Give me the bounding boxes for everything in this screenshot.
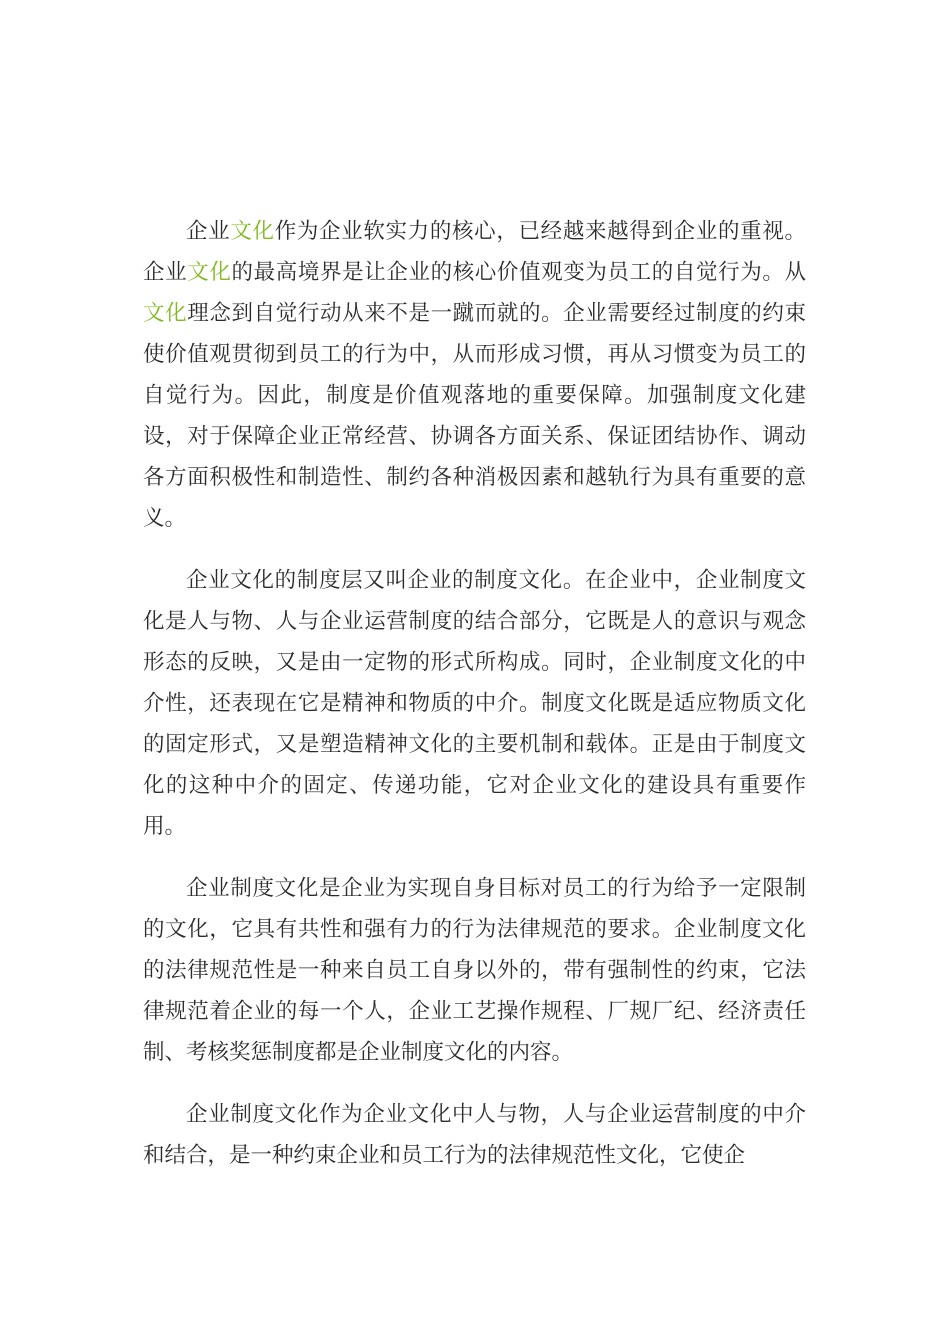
text-segment: 企业制度文化是企业为实现自身目标对员工的行为给予一定限制的文化，它具有共性和强有力的行为法律规范的要求。企业制度文化的法律规范性是一种来自员工自身以外的，带有强制性的约束，它法律规范着企业的每一个人，企业工艺操作规程、厂规厂纪、经济责任制、考核奖惩制度都是企业制度文化的内容。 bbox=[143, 876, 806, 1065]
highlighted-term: 文化 bbox=[187, 260, 232, 285]
document-page bbox=[143, 211, 806, 1197]
paragraph-4 bbox=[143, 1094, 806, 1176]
paragraph-1 bbox=[143, 211, 806, 539]
text-segment: 企业制度文化作为企业文化中人与物，人与企业运营制度的中介和结合，是一种约束企业和员工行为的法律规范性文化，它使企 bbox=[143, 1102, 806, 1168]
paragraph-3 bbox=[143, 868, 806, 1073]
text-segment: 的最高境界是让企业的核心价值观变为员工的自觉行为。从 bbox=[231, 260, 806, 285]
text-segment: 理念到自觉行动从来不是一蹴而就的。企业需要经过制度的约束使价值观贯彻到员工的行为中，从而形成习惯，再从习惯变为员工的自觉行为。因此，制度是价值观落地的重要保障。加强制度文化建设，对于保障企业正常经营、协调各方面关系、保证团结协作、调动各方面积极性和制造性、制约各种消极因素和越轨行为具有重要的意义。 bbox=[143, 301, 806, 531]
highlighted-term: 文化 bbox=[230, 219, 275, 244]
paragraph-2 bbox=[143, 560, 806, 847]
text-segment: 企业文化的制度层又叫企业的制度文化。在企业中，企业制度文化是人与物、人与企业运营制度的结合部分，它既是人的意识与观念形态的反映，又是由一定物的形式所构成。同时，企业制度文化的中介性，还表现在它是精神和物质的中介。制度文化既是适应物质文化的固定形式，又是塑造精神文化的主要机制和载体。正是由于制度文化的这种中介的固定、传递功能，它对企业文化的建设具有重要作用。 bbox=[143, 568, 806, 839]
text-segment: 作为企业软实力的核心，已经越来越得到企业的重视。企业 bbox=[143, 219, 806, 285]
text-segment: 企业 bbox=[186, 219, 231, 244]
highlighted-term: 文化 bbox=[143, 301, 188, 326]
